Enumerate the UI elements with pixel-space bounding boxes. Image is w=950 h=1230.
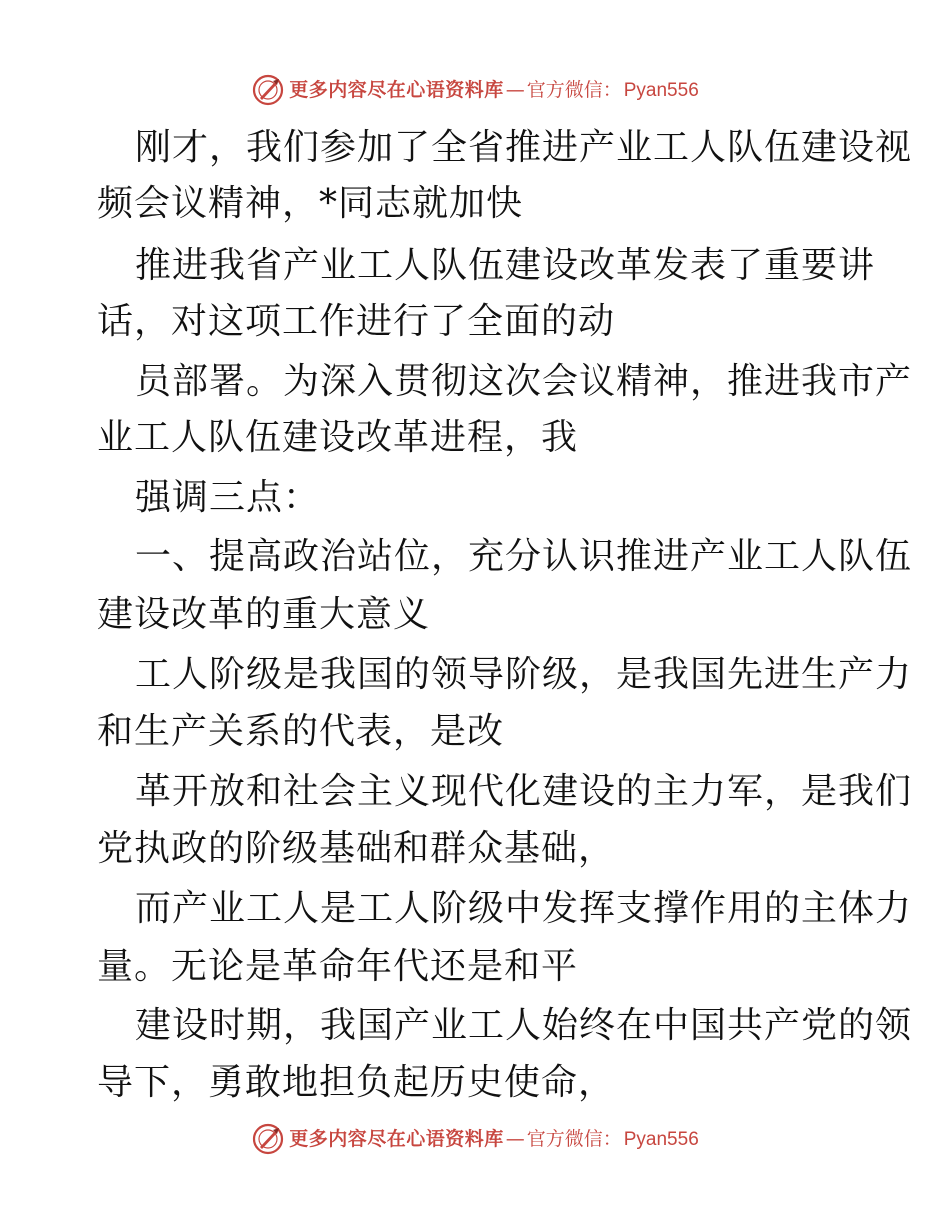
watermark-dash: — <box>505 1127 525 1150</box>
watermark-wechat-id: Pyan556 <box>623 1128 699 1150</box>
paragraph-line: 党执政的阶级基础和群众基础， <box>97 828 616 869</box>
paragraph-line: 建设时期，我国产业工人始终在中国共产党的领 <box>135 1005 913 1046</box>
header-watermark <box>0 70 950 110</box>
watermark-wechat-id: Pyan556 <box>623 79 699 101</box>
watermark-brand-text: 更多内容尽在心语资料库 <box>289 1127 504 1150</box>
paragraph-line: 工人阶级是我国的领导阶级，是我国先进生产力 <box>135 654 913 695</box>
watermark-dash: — <box>505 78 525 101</box>
paragraph-line: 革开放和社会主义现代化建设的主力军，是我们 <box>135 771 913 812</box>
quill-circle-icon <box>251 1122 285 1156</box>
paragraph-line: 和生产关系的代表，是改 <box>97 711 505 752</box>
footer-watermark <box>0 1119 950 1159</box>
paragraph-line: 频会议精神，*同志就加快 <box>97 183 524 224</box>
paragraph-line: 推进我省产业工人队伍建设改革发表了重要讲 <box>135 245 876 286</box>
section-heading-line: 建设改革的重大意义 <box>97 594 431 635</box>
section-heading-line: 一、提高政治站位，充分认识推进产业工人队伍 <box>135 536 913 577</box>
watermark-brand-text: 更多内容尽在心语资料库 <box>289 78 504 101</box>
paragraph-line: 员部署。为深入贯彻这次会议精神，推进我市产 <box>135 361 913 402</box>
quill-circle-icon <box>251 73 285 107</box>
paragraph-line: 导下，勇敢地担负起历史使命， <box>97 1062 616 1103</box>
paragraph-line: 强调三点： <box>135 477 321 518</box>
paragraph-line: 业工人队伍建设改革进程，我 <box>97 417 579 458</box>
watermark-wechat-label: 官方微信： <box>526 1127 622 1150</box>
paragraph-line: 刚才，我们参加了全省推进产业工人队伍建设视 <box>135 127 913 168</box>
paragraph-line: 量。无论是革命年代还是和平 <box>97 946 579 987</box>
watermark-wechat-label: 官方微信： <box>526 78 622 101</box>
paragraph-line: 而产业工人是工人阶级中发挥支撑作用的主体力 <box>135 888 913 929</box>
paragraph-line: 话，对这项工作进行了全面的动 <box>97 301 616 342</box>
